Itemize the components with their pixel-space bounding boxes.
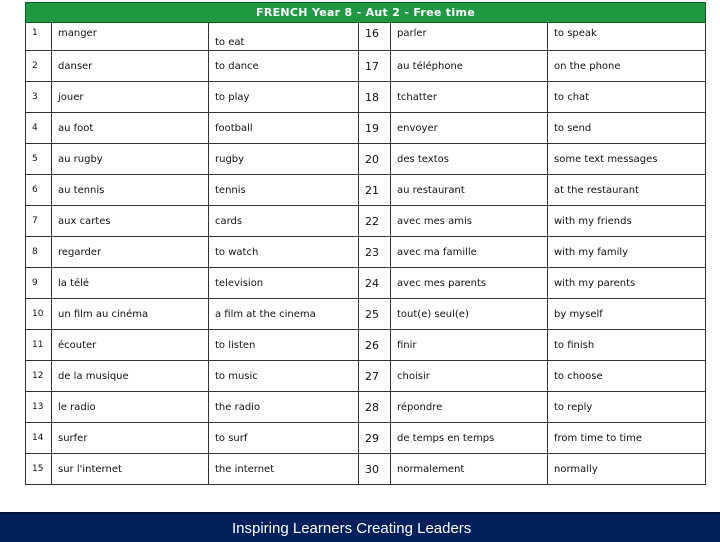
english-translation: to music: [209, 361, 359, 392]
english-translation: with my family: [548, 237, 706, 268]
table-row: [26, 268, 706, 299]
row-number: 25: [359, 299, 391, 330]
row-number: 16: [359, 16, 391, 51]
french-word: aux cartes: [52, 206, 209, 237]
row-number: 5: [26, 144, 52, 175]
french-word: danser: [52, 51, 209, 82]
english-translation: on the phone: [548, 51, 706, 82]
table-row: [26, 392, 706, 423]
table-row: [26, 206, 706, 237]
row-number: 1: [26, 16, 52, 51]
french-word: le radio: [52, 392, 209, 423]
row-number: 3: [26, 82, 52, 113]
french-word: parler: [391, 16, 548, 51]
english-translation: a film at the cinema: [209, 299, 359, 330]
row-number: 30: [359, 454, 391, 485]
row-number: 4: [26, 113, 52, 144]
table-row: [26, 82, 706, 113]
row-number: 10: [26, 299, 52, 330]
english-translation: to choose: [548, 361, 706, 392]
english-translation: to speak: [548, 16, 706, 51]
row-number: 15: [26, 454, 52, 485]
row-number: 13: [26, 392, 52, 423]
row-number: 20: [359, 144, 391, 175]
row-number: 14: [26, 423, 52, 454]
french-word: avec ma famille: [391, 237, 548, 268]
footer-banner: [0, 512, 720, 542]
french-word: de temps en temps: [391, 423, 548, 454]
french-word: un film au cinéma: [52, 299, 209, 330]
english-translation: football: [209, 113, 359, 144]
french-word: jouer: [52, 82, 209, 113]
english-translation: tennis: [209, 175, 359, 206]
french-word: au tennis: [52, 175, 209, 206]
english-translation: to surf: [209, 423, 359, 454]
french-word: envoyer: [391, 113, 548, 144]
english-translation: to listen: [209, 330, 359, 361]
french-word: tout(e) seul(e): [391, 299, 548, 330]
english-translation: to watch: [209, 237, 359, 268]
table-row: [26, 330, 706, 361]
footer-slogan: Inspiring Learners Creating Leaders: [232, 520, 472, 537]
english-translation: to finish: [548, 330, 706, 361]
french-word: surfer: [52, 423, 209, 454]
english-translation: at the restaurant: [548, 175, 706, 206]
row-number: 23: [359, 237, 391, 268]
row-number: 22: [359, 206, 391, 237]
english-translation: cards: [209, 206, 359, 237]
row-number: 19: [359, 113, 391, 144]
page-title: FRENCH Year 8 - Aut 2 - Free time: [25, 2, 706, 23]
english-translation: the radio: [209, 392, 359, 423]
french-word: avec mes amis: [391, 206, 548, 237]
english-translation: some text messages: [548, 144, 706, 175]
english-translation: with my parents: [548, 268, 706, 299]
english-translation: by myself: [548, 299, 706, 330]
english-translation: with my friends: [548, 206, 706, 237]
table-row: [26, 144, 706, 175]
row-number: 28: [359, 392, 391, 423]
row-number: 11: [26, 330, 52, 361]
french-word: la télé: [52, 268, 209, 299]
table-row: [26, 113, 706, 144]
english-translation: to eat: [209, 16, 359, 51]
table-row: [26, 423, 706, 454]
row-number: 21: [359, 175, 391, 206]
english-translation: television: [209, 268, 359, 299]
english-translation: to chat: [548, 82, 706, 113]
french-word: au foot: [52, 113, 209, 144]
english-translation: normally: [548, 454, 706, 485]
row-number: 12: [26, 361, 52, 392]
table-row: [26, 237, 706, 268]
french-word: normalement: [391, 454, 548, 485]
vocabulary-table: [25, 15, 706, 485]
vocabulary-table-body: [26, 16, 706, 485]
english-translation: from time to time: [548, 423, 706, 454]
row-number: 17: [359, 51, 391, 82]
english-translation: to send: [548, 113, 706, 144]
french-word: finir: [391, 330, 548, 361]
french-word: choisir: [391, 361, 548, 392]
row-number: 7: [26, 206, 52, 237]
table-row: [26, 299, 706, 330]
row-number: 29: [359, 423, 391, 454]
french-word: répondre: [391, 392, 548, 423]
french-word: des textos: [391, 144, 548, 175]
table-row: [26, 361, 706, 392]
row-number: 18: [359, 82, 391, 113]
english-translation: the internet: [209, 454, 359, 485]
table-row: [26, 51, 706, 82]
english-translation: to reply: [548, 392, 706, 423]
french-word: regarder: [52, 237, 209, 268]
table-row: [26, 175, 706, 206]
french-word: au rugby: [52, 144, 209, 175]
english-translation: rugby: [209, 144, 359, 175]
row-number: 2: [26, 51, 52, 82]
row-number: 8: [26, 237, 52, 268]
french-word: manger: [52, 16, 209, 51]
french-word: tchatter: [391, 82, 548, 113]
row-number: 24: [359, 268, 391, 299]
french-word: avec mes parents: [391, 268, 548, 299]
table-row: [26, 454, 706, 485]
french-word: de la musique: [52, 361, 209, 392]
french-word: au restaurant: [391, 175, 548, 206]
row-number: 26: [359, 330, 391, 361]
french-word: au téléphone: [391, 51, 548, 82]
row-number: 27: [359, 361, 391, 392]
english-translation: to play: [209, 82, 359, 113]
row-number: 6: [26, 175, 52, 206]
french-word: sur l'internet: [52, 454, 209, 485]
row-number: 9: [26, 268, 52, 299]
french-word: écouter: [52, 330, 209, 361]
english-translation: to dance: [209, 51, 359, 82]
